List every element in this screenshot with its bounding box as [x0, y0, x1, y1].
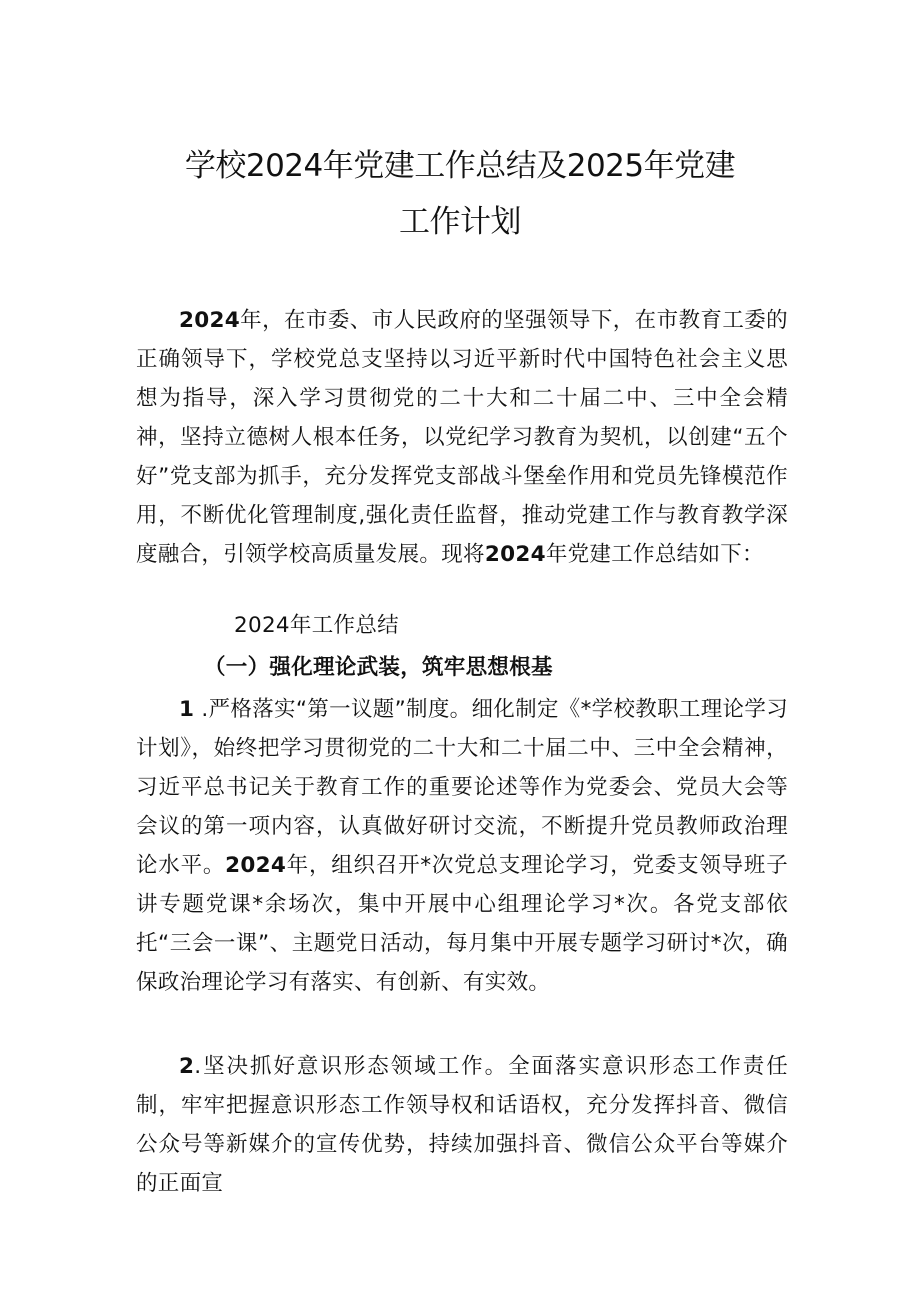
- intro-lead-year: 2024: [179, 308, 241, 333]
- subsection-heading: （一）强化理论武装，筑牢思想根基: [204, 655, 553, 680]
- item-1-bold-year: 2024: [225, 853, 287, 878]
- document-title-line-2: 工作计划: [399, 204, 521, 240]
- document-title-line-1: 学校2024年党建工作总结及2025年党建: [184, 148, 736, 184]
- item-1-paragraph: [136, 690, 788, 1041]
- intro-tail-text: 年党建工作总结如下：: [545, 542, 764, 567]
- intro-paragraph: [136, 301, 788, 613]
- section-heading: 2024年工作总结: [234, 613, 399, 638]
- item-2-text: .坚决抓好意识形态领域工作。全面落实意识形态工作责任制，牢牢把握意识形态工作领导权和话语权，充分发挥抖音、微信公众号等新媒介的宣传优势，持续加强抖音、微信公众平台等媒介的正面宣: [136, 1054, 788, 1196]
- intro-body-text: 年，在市委、市人民政府的坚强领导下，在市教育工委的正确领导下，学校党总支坚持以习近平新时代中国特色社会主义思想为指导，深入学习贯彻党的二十大和二十届二中、三中全会精神，坚持立德树人根本任务，以党纪学习教育为契机，以创建“五个好”党支部为抓手，充分发挥党支部战斗堡垒作用和党员先锋模范作用，不断优化管理制度,强化责任监督，推动党建工作与教育教学深度融合，引领学校高质量发展。现将: [136, 308, 788, 567]
- item-1-number: 1: [179, 697, 195, 722]
- item-2-number: 2: [179, 1054, 195, 1079]
- intro-bold-year: 2024: [484, 542, 546, 567]
- item-1-text-b: 年，组织召开*次党总支理论学习，党委支领导班子讲专题党课*余场次，集中开展中心组理论学习*次。各党支部依托“三会一课”、主题党日活动，每月集中开展专题学习研讨*次，确保政治理论学习有落实、有创新、有实效。: [136, 853, 788, 995]
- item-2-paragraph: [136, 1047, 788, 1203]
- item-1-text-a: .严格落实“第一议题”制度。细化制定《*学校教职工理论学习计划》，始终把学习贯彻党的二十大和二十届二中、三中全会精神，习近平总书记关于教育工作的重要论述等作为党委会、党员大会等会议的第一项内容，认真做好研讨交流，不断提升党员教师政治理论水平。: [136, 697, 788, 878]
